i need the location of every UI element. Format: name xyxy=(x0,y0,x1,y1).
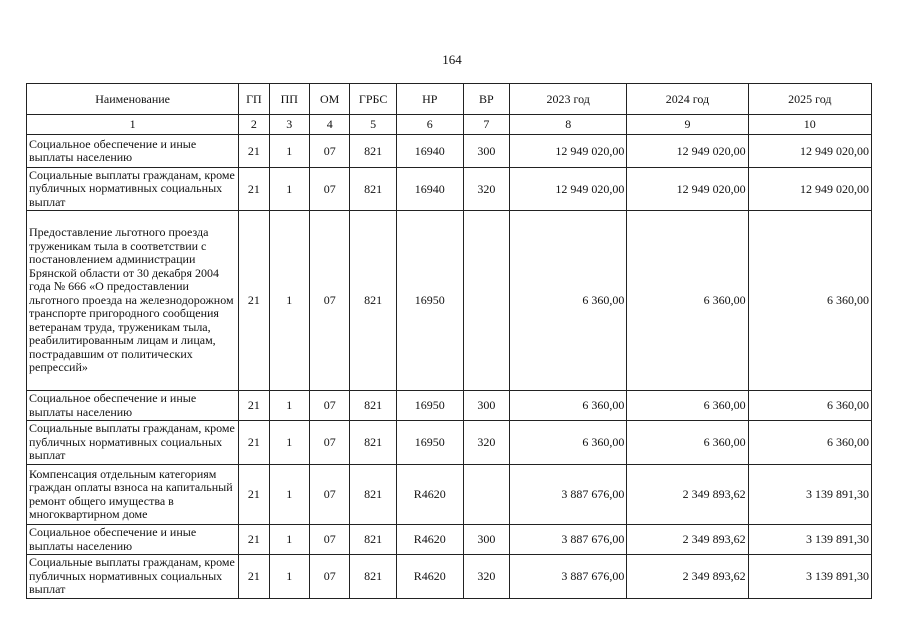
row-nr-cell: R4620 xyxy=(396,465,463,525)
row-om-cell: 07 xyxy=(309,421,349,465)
row-2025-cell: 6 360,00 xyxy=(748,391,871,421)
index-cell: 1 xyxy=(27,115,239,135)
row-nr-cell: 16950 xyxy=(396,391,463,421)
row-name-cell: Социальные выплаты гражданам, кроме публичных нормативных социальных выплат xyxy=(27,555,239,599)
header-cell-name: Наименование xyxy=(27,84,239,115)
table-row xyxy=(27,421,872,465)
row-pp-cell: 1 xyxy=(269,421,309,465)
index-cell: 3 xyxy=(269,115,309,135)
budget-table xyxy=(26,83,872,599)
row-2024-cell: 6 360,00 xyxy=(627,211,748,391)
row-grbs-cell: 821 xyxy=(350,555,396,599)
row-2024-cell: 2 349 893,62 xyxy=(627,555,748,599)
row-name-cell: Социальное обеспечение и иные выплаты населению xyxy=(27,525,239,555)
header-cell-grbs: ГРБС xyxy=(350,84,396,115)
row-vr-cell: 300 xyxy=(463,525,509,555)
table-row xyxy=(27,465,872,525)
table-row xyxy=(27,135,872,168)
index-cell: 9 xyxy=(627,115,748,135)
table-row xyxy=(27,168,872,211)
row-pp-cell: 1 xyxy=(269,525,309,555)
row-name-cell: Предоставление льготного проезда труженикам тыла в соответствии с постановлением администрации Брянской области от 30 декабря 2004 года № 666 «О предоставлении льготного проезда на железнодорожном транспорте пригородного сообщения ветеранам труда, труженикам тыла, реабилитированным лицам и лицам, пострадавшим от политических репрессий» xyxy=(27,211,239,391)
row-nr-cell: 16950 xyxy=(396,211,463,391)
row-pp-cell: 1 xyxy=(269,465,309,525)
row-vr-cell: 300 xyxy=(463,391,509,421)
row-om-cell: 07 xyxy=(309,555,349,599)
row-nr-cell: 16950 xyxy=(396,421,463,465)
row-2024-cell: 6 360,00 xyxy=(627,391,748,421)
row-grbs-cell: 821 xyxy=(350,135,396,168)
row-grbs-cell: 821 xyxy=(350,525,396,555)
row-nr-cell: 16940 xyxy=(396,135,463,168)
header-cell-om: ОМ xyxy=(309,84,349,115)
row-2025-cell: 6 360,00 xyxy=(748,421,871,465)
row-pp-cell: 1 xyxy=(269,168,309,211)
header-cell-2025: 2025 год xyxy=(748,84,871,115)
row-grbs-cell: 821 xyxy=(350,391,396,421)
row-grbs-cell: 821 xyxy=(350,168,396,211)
row-2023-cell: 6 360,00 xyxy=(510,391,627,421)
row-name-cell: Социальное обеспечение и иные выплаты населению xyxy=(27,391,239,421)
index-cell: 5 xyxy=(350,115,396,135)
row-vr-cell: 320 xyxy=(463,168,509,211)
row-2024-cell: 2 349 893,62 xyxy=(627,525,748,555)
row-om-cell: 07 xyxy=(309,211,349,391)
header-cell-2024: 2024 год xyxy=(627,84,748,115)
row-pp-cell: 1 xyxy=(269,555,309,599)
row-2023-cell: 3 887 676,00 xyxy=(510,465,627,525)
row-gp-cell: 21 xyxy=(239,525,269,555)
index-cell: 6 xyxy=(396,115,463,135)
row-name-cell: Компенсация отдельным категориям граждан оплаты взноса на капитальный ремонт общего имущества в многоквартирном доме xyxy=(27,465,239,525)
row-2025-cell: 6 360,00 xyxy=(748,211,871,391)
table-row xyxy=(27,525,872,555)
row-om-cell: 07 xyxy=(309,135,349,168)
header-row xyxy=(27,84,872,115)
row-name-cell: Социальные выплаты гражданам, кроме публичных нормативных социальных выплат xyxy=(27,168,239,211)
index-cell: 10 xyxy=(748,115,871,135)
table-row xyxy=(27,391,872,421)
header-cell-vr: ВР xyxy=(463,84,509,115)
row-nr-cell: R4620 xyxy=(396,525,463,555)
row-2025-cell: 3 139 891,30 xyxy=(748,465,871,525)
table-row xyxy=(27,211,872,391)
row-gp-cell: 21 xyxy=(239,135,269,168)
row-pp-cell: 1 xyxy=(269,211,309,391)
index-cell: 7 xyxy=(463,115,509,135)
header-cell-nr: НР xyxy=(396,84,463,115)
row-grbs-cell: 821 xyxy=(350,465,396,525)
row-2024-cell: 2 349 893,62 xyxy=(627,465,748,525)
row-2025-cell: 3 139 891,30 xyxy=(748,555,871,599)
row-vr-cell: 320 xyxy=(463,421,509,465)
index-cell: 2 xyxy=(239,115,269,135)
row-2023-cell: 12 949 020,00 xyxy=(510,168,627,211)
row-2025-cell: 12 949 020,00 xyxy=(748,135,871,168)
header-cell-2023: 2023 год xyxy=(510,84,627,115)
row-2023-cell: 3 887 676,00 xyxy=(510,555,627,599)
row-vr-cell xyxy=(463,211,509,391)
row-2025-cell: 12 949 020,00 xyxy=(748,168,871,211)
index-cell: 4 xyxy=(309,115,349,135)
row-pp-cell: 1 xyxy=(269,135,309,168)
row-vr-cell: 300 xyxy=(463,135,509,168)
row-gp-cell: 21 xyxy=(239,168,269,211)
page-number: 164 xyxy=(442,52,462,67)
row-grbs-cell: 821 xyxy=(350,211,396,391)
row-gp-cell: 21 xyxy=(239,465,269,525)
row-2024-cell: 6 360,00 xyxy=(627,421,748,465)
row-pp-cell: 1 xyxy=(269,391,309,421)
row-2023-cell: 6 360,00 xyxy=(510,421,627,465)
header-cell-gp: ГП xyxy=(239,84,269,115)
header-cell-pp: ПП xyxy=(269,84,309,115)
column-index-row xyxy=(27,115,872,135)
index-cell: 8 xyxy=(510,115,627,135)
row-nr-cell: 16940 xyxy=(396,168,463,211)
row-om-cell: 07 xyxy=(309,168,349,211)
row-2024-cell: 12 949 020,00 xyxy=(627,135,748,168)
table-row xyxy=(27,555,872,599)
row-gp-cell: 21 xyxy=(239,555,269,599)
row-2023-cell: 6 360,00 xyxy=(510,211,627,391)
row-2023-cell: 12 949 020,00 xyxy=(510,135,627,168)
row-grbs-cell: 821 xyxy=(350,421,396,465)
row-vr-cell: 320 xyxy=(463,555,509,599)
row-gp-cell: 21 xyxy=(239,211,269,391)
row-gp-cell: 21 xyxy=(239,391,269,421)
row-name-cell: Социальное обеспечение и иные выплаты населению xyxy=(27,135,239,168)
row-om-cell: 07 xyxy=(309,525,349,555)
row-nr-cell: R4620 xyxy=(396,555,463,599)
row-gp-cell: 21 xyxy=(239,421,269,465)
row-2024-cell: 12 949 020,00 xyxy=(627,168,748,211)
row-name-cell: Социальные выплаты гражданам, кроме публичных нормативных социальных выплат xyxy=(27,421,239,465)
row-om-cell: 07 xyxy=(309,465,349,525)
row-2023-cell: 3 887 676,00 xyxy=(510,525,627,555)
row-2025-cell: 3 139 891,30 xyxy=(748,525,871,555)
row-vr-cell xyxy=(463,465,509,525)
row-om-cell: 07 xyxy=(309,391,349,421)
